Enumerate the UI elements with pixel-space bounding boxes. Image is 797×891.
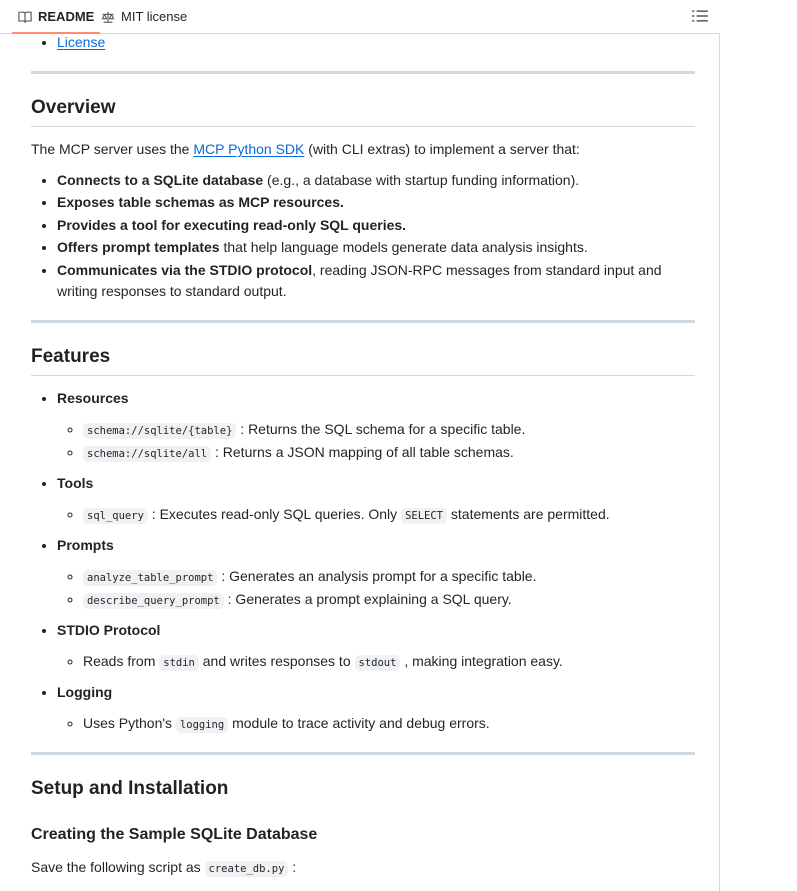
toc-list <box>31 32 695 53</box>
setup-instructions <box>31 857 695 878</box>
bullet-bold: Offers prompt templates <box>57 239 220 256</box>
stdio-sublist <box>57 651 695 672</box>
tab-license[interactable] <box>101 0 187 33</box>
setup-subheading: Creating the Sample SQLite Database <box>31 826 318 844</box>
toc-item <box>57 32 695 53</box>
item-text: , making integration easy. <box>400 652 563 669</box>
prompts-sublist <box>57 566 695 610</box>
section-divider <box>31 320 695 323</box>
item-text: and writes responses to <box>198 652 355 669</box>
intro-text: The MCP server uses the <box>31 140 194 157</box>
inline-code: SELECT <box>401 508 447 524</box>
mcp-sdk-link[interactable]: MCP Python SDK <box>193 140 305 157</box>
book-icon <box>18 10 32 24</box>
item-text: Uses Python's <box>83 714 176 731</box>
resource-item <box>83 442 695 463</box>
readme-content <box>31 34 695 878</box>
feature-label: Tools <box>57 474 94 491</box>
section-divider <box>31 752 695 755</box>
item-text: Reads from <box>83 652 160 669</box>
feature-label: Resources <box>57 389 129 406</box>
item-text: : Executes read-only SQL queries. Only <box>147 505 402 522</box>
overview-bullet <box>57 260 695 302</box>
item-text: Save the following script as <box>31 859 205 876</box>
intro-text-end: (with CLI extras) to implement a server that: <box>304 140 580 157</box>
bullet-bold: Connects to a SQLite database <box>57 171 264 188</box>
features-heading: Features <box>31 345 695 376</box>
bullet-text: , reading JSON-RPC messages from standard input and writing responses to standard output. <box>57 261 662 299</box>
inline-code: create_db.py <box>205 861 289 877</box>
overview-bullet <box>57 170 695 191</box>
bullet-text: that help language models generate data analysis insights. <box>219 239 588 256</box>
overview-bullet <box>57 192 695 213</box>
inline-code: stdin <box>159 655 199 671</box>
outline-list-icon[interactable] <box>691 7 709 25</box>
tab-readme-label: README <box>38 9 95 24</box>
feature-label: Logging <box>57 683 113 700</box>
tool-item <box>83 504 695 525</box>
prompt-item <box>83 589 695 610</box>
bullet-text: (e.g., a database with startup funding information). <box>263 171 580 188</box>
bullet-bold: Communicates via the STDIO protocol <box>57 261 313 278</box>
features-list <box>31 388 695 734</box>
item-text: : Generates an analysis prompt for a specific table. <box>217 567 537 584</box>
item-text: : Returns the SQL schema for a specific table. <box>236 420 526 437</box>
inline-code: analyze_table_prompt <box>83 570 217 586</box>
inline-code: logging <box>176 717 228 733</box>
overview-bullets <box>31 170 695 302</box>
feature-tools <box>57 473 695 525</box>
feature-label: STDIO Protocol <box>57 621 161 638</box>
overview-heading: Overview <box>31 96 695 127</box>
bullet-bold: Exposes table schemas as MCP resources. <box>57 194 344 211</box>
scale-icon <box>101 10 115 24</box>
item-text: module to trace activity and debug errors. <box>228 714 490 731</box>
feature-resources <box>57 388 695 463</box>
tab-readme[interactable] <box>18 0 94 33</box>
feature-label: Prompts <box>57 536 114 553</box>
inline-code: describe_query_prompt <box>83 593 224 609</box>
bullet-bold: Provides a tool for executing read-only SQL queries. <box>57 216 407 233</box>
item-text: : Generates a prompt explaining a SQL query. <box>223 590 512 607</box>
feature-prompts <box>57 535 695 610</box>
stdio-item <box>83 651 695 672</box>
inline-code: sql_query <box>83 508 148 524</box>
overview-bullet <box>57 237 695 258</box>
inline-code: schema://sqlite/all <box>83 446 211 462</box>
section-divider <box>31 71 695 74</box>
item-text: : Returns a JSON mapping of all table schemas. <box>211 443 514 460</box>
resource-item <box>83 419 695 440</box>
inline-code: stdout <box>355 655 401 671</box>
overview-intro <box>31 139 695 160</box>
prompt-item <box>83 566 695 587</box>
setup-heading: Setup and Installation <box>31 777 229 799</box>
feature-stdio <box>57 620 695 672</box>
item-text: statements are permitted. <box>447 505 610 522</box>
inline-code: schema://sqlite/{table} <box>83 423 236 439</box>
feature-logging <box>57 682 695 734</box>
resources-sublist <box>57 419 695 463</box>
toc-link-license[interactable]: License <box>57 34 106 50</box>
tab-license-label: MIT license <box>121 9 188 24</box>
logging-sublist <box>57 713 695 734</box>
overview-bullet <box>57 215 695 236</box>
readme-tab-bar <box>0 0 720 34</box>
item-text: : <box>288 859 297 876</box>
tools-sublist <box>57 504 695 525</box>
logging-item <box>83 713 695 734</box>
